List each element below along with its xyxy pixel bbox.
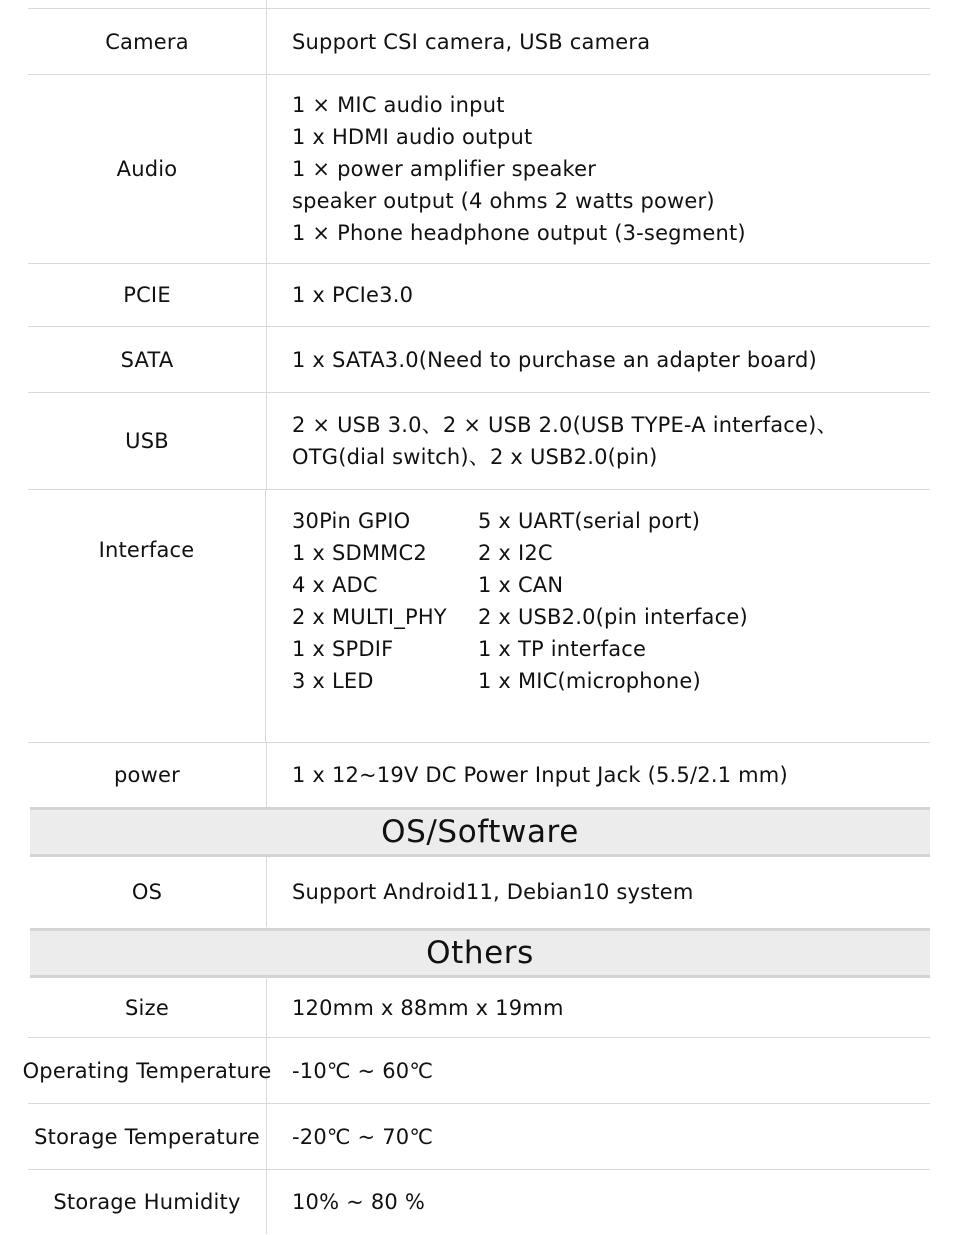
spec-label: Storage Temperature xyxy=(28,1104,267,1169)
interface-item: 1 x TP interface xyxy=(478,637,647,661)
spec-row-sata xyxy=(28,327,930,393)
spec-row-power xyxy=(28,743,930,807)
spec-value-line: -20℃ ~ 70℃ xyxy=(292,1124,434,1149)
spec-value xyxy=(292,978,930,1037)
spec-row-interface xyxy=(28,490,930,743)
spec-value-line: -10℃ ~ 60℃ xyxy=(292,1058,434,1083)
spec-label: Camera xyxy=(28,9,267,74)
spec-label: PCIE xyxy=(28,264,267,326)
interface-grid-row xyxy=(292,601,930,633)
spec-value-line: 1 x SATA3.0(Need to purchase an adapter board) xyxy=(292,347,817,372)
spec-label: Audio xyxy=(28,74,267,263)
spec-value xyxy=(292,9,930,74)
spec-label: Operating Temperature xyxy=(28,1038,267,1103)
spec-value xyxy=(292,327,930,392)
spec-row-storage-humidity xyxy=(28,1170,930,1234)
interface-grid-row xyxy=(292,537,930,569)
spec-value xyxy=(292,393,930,489)
spec-value xyxy=(292,1038,930,1103)
interface-item: 5 x UART(serial port) xyxy=(478,509,701,533)
spec-value xyxy=(292,1104,930,1169)
interface-item: 2 x USB2.0(pin interface) xyxy=(478,605,748,629)
spec-value-line: 2 × USB 3.0、2 × USB 2.0(USB TYPE-A interface)、 xyxy=(292,413,838,437)
spec-value xyxy=(292,1170,930,1234)
interface-item: 1 x SDMMC2 xyxy=(292,541,427,565)
interface-grid-row xyxy=(292,569,930,601)
spec-value-line: Support Android11, Debian10 system xyxy=(292,880,694,904)
spec-value-line: 1 x 12~19V DC Power Input Jack (5.5/2.1 mm) xyxy=(292,763,788,787)
interface-item: 2 x I2C xyxy=(478,541,553,565)
spec-row-pcie xyxy=(28,264,930,327)
spec-value-line: 1 x PCIe3.0 xyxy=(292,283,414,307)
section-header-others: Others xyxy=(30,928,930,978)
spec-value xyxy=(292,857,930,927)
interface-grid-row xyxy=(292,633,930,665)
spec-value-line: 120mm x 88mm x 19mm xyxy=(292,995,564,1020)
spec-value xyxy=(292,74,930,263)
interface-grid-row xyxy=(292,665,930,697)
spec-value-line: 10% ~ 80 % xyxy=(292,1190,425,1214)
spec-label: OS xyxy=(28,857,267,927)
spec-label: Size xyxy=(28,978,267,1037)
interface-grid-row xyxy=(292,505,930,537)
spec-value xyxy=(292,490,930,742)
spec-row-os xyxy=(28,857,930,927)
interface-item: 1 x CAN xyxy=(478,573,564,597)
spec-value-line: 1 × Phone headphone output (3-segment) xyxy=(292,220,746,245)
spec-value-line: 1 × power amplifier speaker xyxy=(292,156,597,181)
spec-value xyxy=(292,743,930,807)
spec-value-line: speaker output (4 ohms 2 watts power) xyxy=(292,188,715,213)
spec-value-line: 1 x HDMI audio output xyxy=(292,124,533,149)
spec-row-operating-temperature xyxy=(22,1038,930,1104)
spec-label: USB xyxy=(28,393,267,489)
spec-row-size xyxy=(28,978,930,1038)
spec-row-usb xyxy=(28,393,930,490)
spec-value-line: 1 × MIC audio input xyxy=(292,92,505,117)
spec-value-line: Support CSI camera, USB camera xyxy=(292,29,651,54)
spec-row-storage-temperature xyxy=(28,1104,930,1170)
spec-row-audio xyxy=(28,74,930,264)
spec-label: Interface xyxy=(28,490,266,742)
spec-row-camera xyxy=(28,8,930,75)
spec-label: SATA xyxy=(28,327,267,392)
spec-value xyxy=(292,264,930,326)
section-header-os-software: OS/Software xyxy=(30,807,930,857)
interface-item: 30Pin GPIO xyxy=(292,509,411,533)
column-divider-top xyxy=(266,0,267,8)
spec-label: Storage Humidity xyxy=(28,1170,267,1234)
interface-item: 1 x SPDIF xyxy=(292,637,394,661)
interface-item: 4 x ADC xyxy=(292,573,378,597)
spec-value-line: OTG(dial switch)、2 x USB2.0(pin) xyxy=(292,445,658,469)
spec-label: power xyxy=(28,743,267,807)
interface-item: 1 x MIC(microphone) xyxy=(478,669,701,693)
interface-item: 3 x LED xyxy=(292,669,374,693)
interface-item: 2 x MULTI_PHY xyxy=(292,605,447,629)
